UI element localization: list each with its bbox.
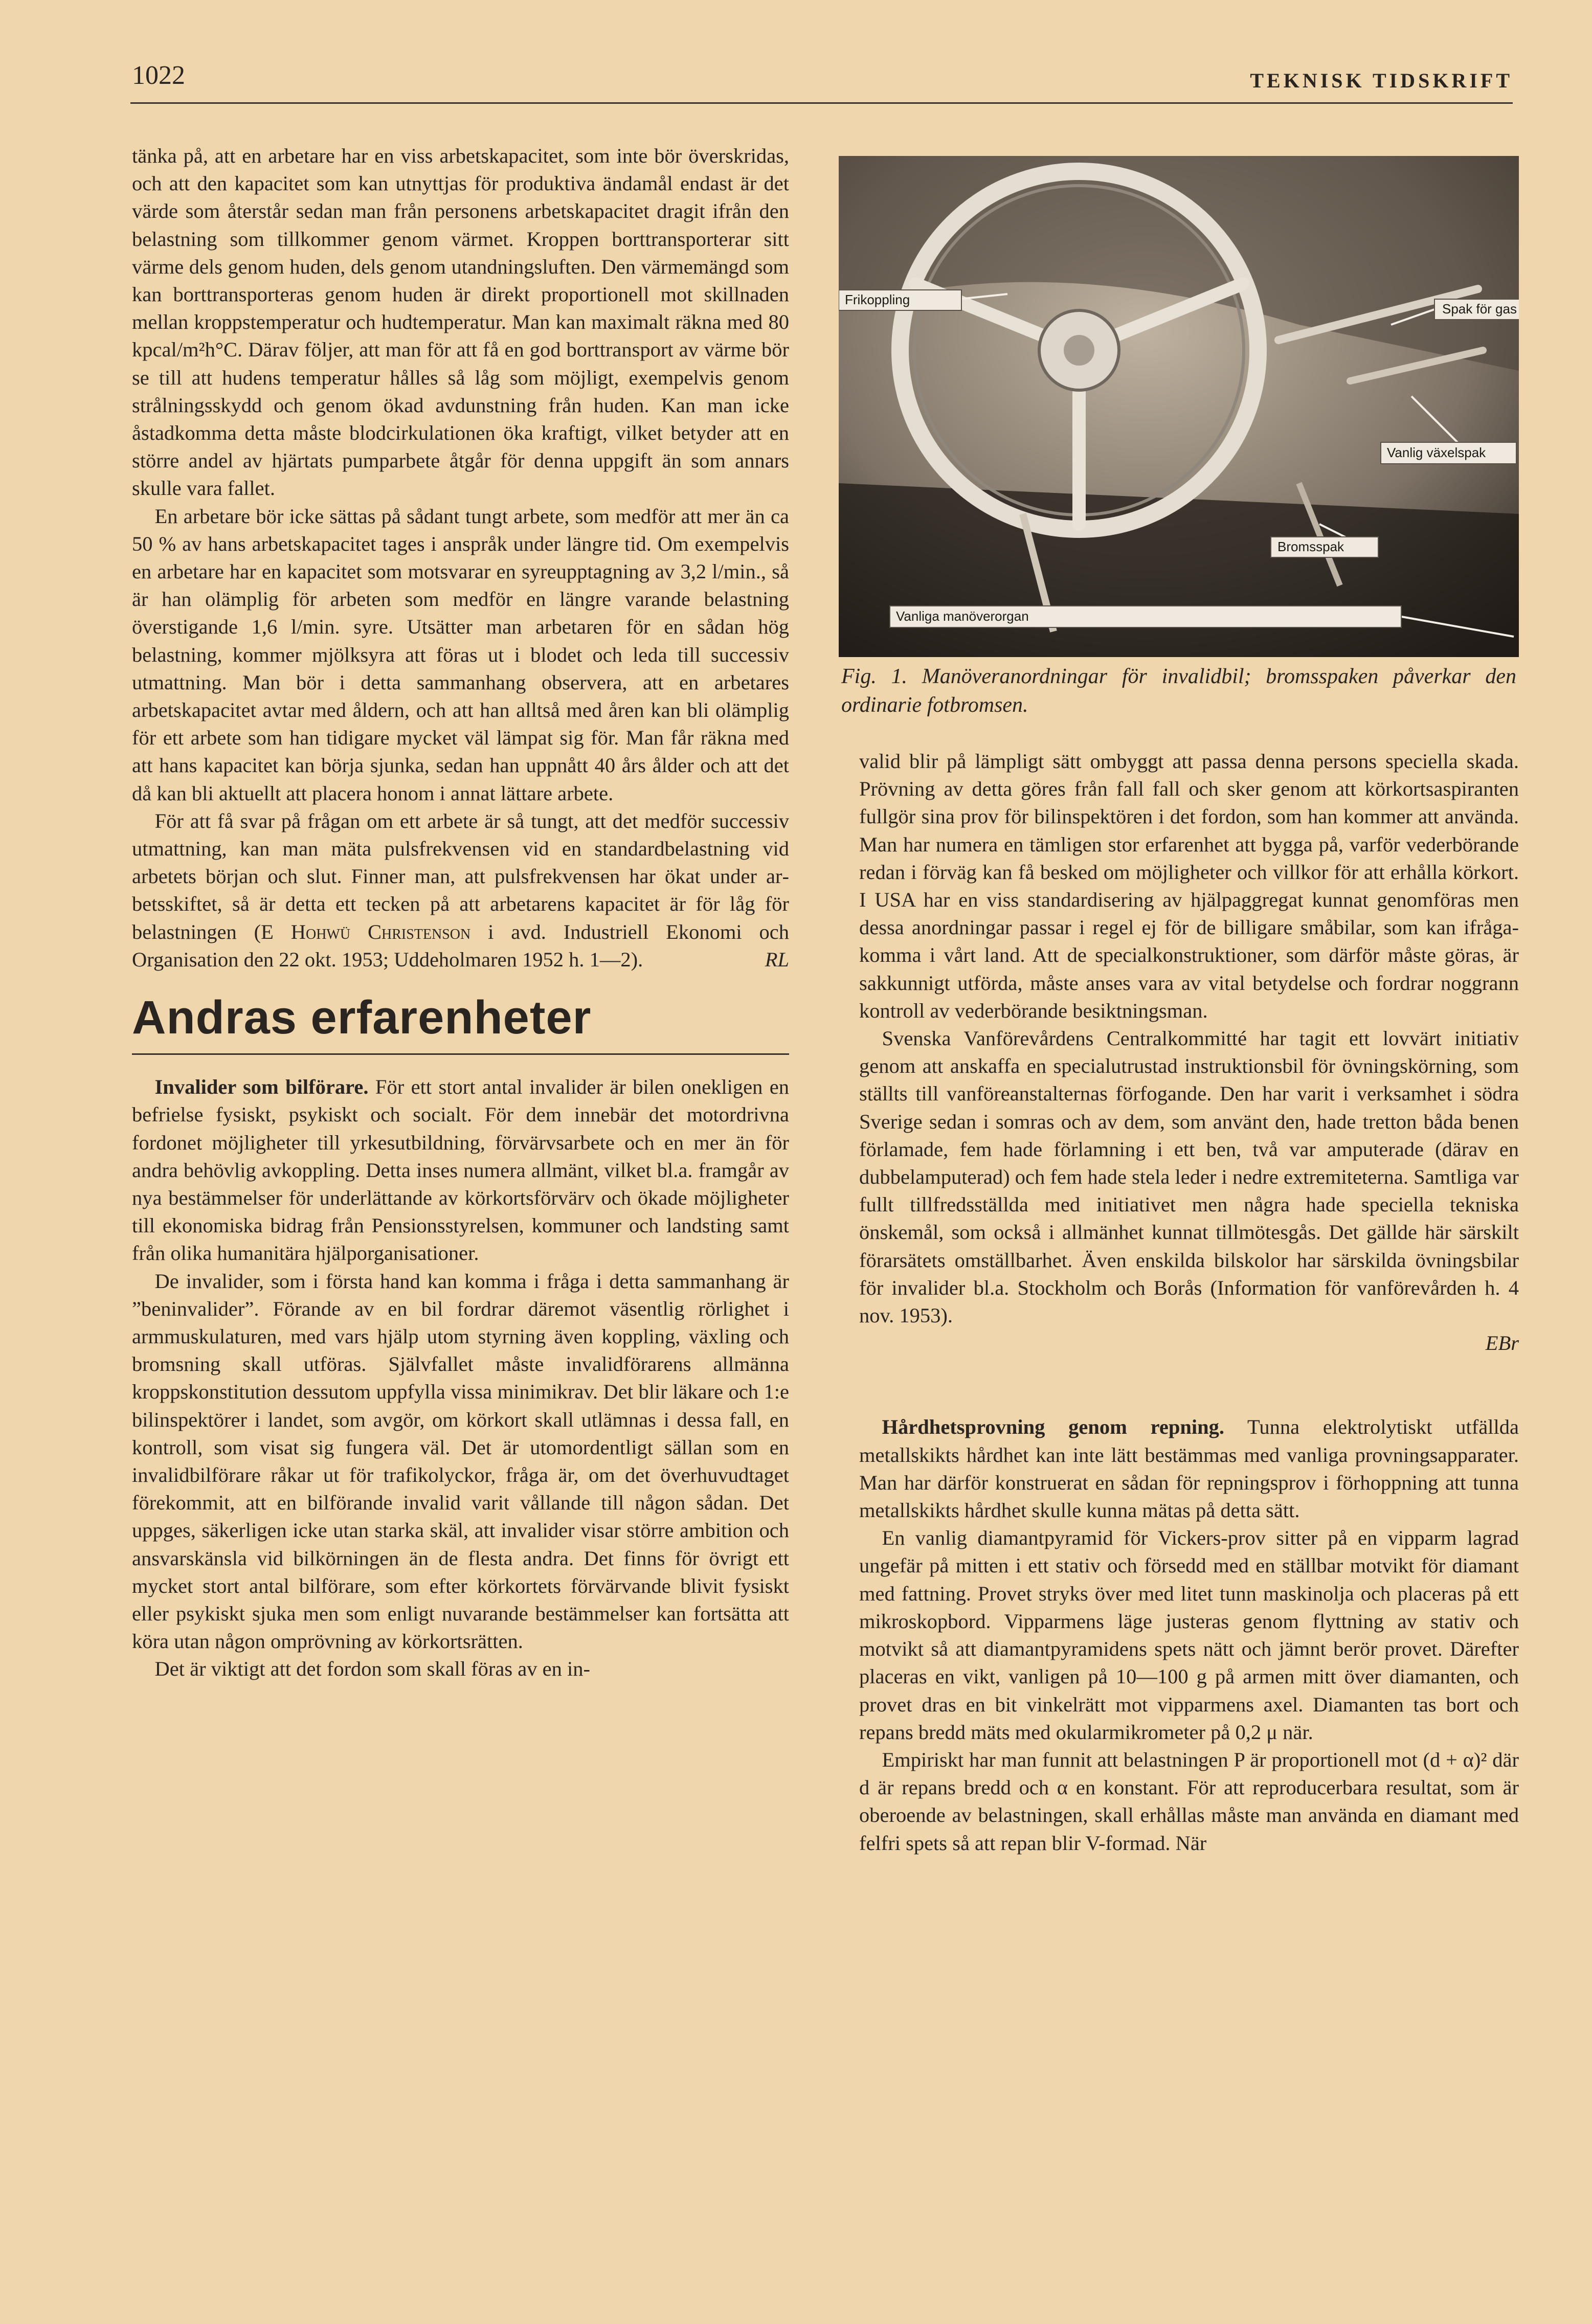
paragraph: Empiriskt har man funnit att belastningen P är proportionell mot (d + α)² där d är repans bredd och α en konstant. För att reproducerbara resultat, som är oberoende av belastningen, skall erhållas måste man använda en diamant med felfri spets så att repan blir V-formad. När xyxy=(859,1748,1519,1855)
left-column xyxy=(132,142,789,1683)
floor-shape xyxy=(839,483,1519,657)
paragraph-gap xyxy=(859,1357,1519,1413)
paragraph xyxy=(132,807,789,974)
paragraph-text: För ett stort antal invalider är bilen onekligen en befrielse fysiskt, psykiskt och socialt. För dem innebär det motordrivna fordonet möjligheter till yrkesutbildning, förvärvsarbete och en mer än för andra behövlig avkoppling. Detta inses numera allmänt, vilket bl.a. framgår av nya bestämmelser för underlättande av körkortsförvärv och ökade möjligheter till ekonomiska bidrag från Pensionsstyrelsen, kommuner och landsting samt från olika humanitära hjälporganisationer. xyxy=(132,1075,789,1265)
label-spak-for-gas: Spak för gas xyxy=(1442,301,1517,317)
figure-photo xyxy=(839,156,1519,657)
paragraph-text: i avd. Industriell Ekonomi och Organisation den 22 okt. 1953; Uddeholmaren 1952 h. 1—2). xyxy=(132,920,790,971)
author-name: Hohwü Christenson xyxy=(290,920,471,943)
paragraph: De invalider, som i första hand kan komma i fråga i detta sammanhang är ”beninvalider”. Förande av en bil fordrar däremot väsentlig rörlighet i armmuskulaturen, med vars hjälp utom styrning även koppling, växling och bromsning skall utföras. Självfallet måste invalidförarens allmänna kroppskonstitution dessutom uppfylla vissa minimikrav. Det blir läkare och 1:e bilinspektörer i landet, som avgör, om körkort skall utlämnas i dessa fall, en kontroll, som visat sig fungera väl. Det är utomordentligt sällan som en invalidbilförare råkar ut för trafikolyckor, fråga är, om det överhuvudtaget förekommit, att en bilförande invalid varit vållande till någon sådan. Det uppges, säkerligen icke utan starka skäl, att invalider visar större ambition och ansvarskänsla vid bilkörningen än de flesta andra. Det finns för övrigt ett mycket stort antal bilförare, som efter körkortets förvärvande blivit fysiskt eller psykiskt sjuka men som enligt nuvarande bestämmelser kan fortsätta att köra utan någon omprövning av körkortsrätten. xyxy=(132,1269,789,1653)
paragraph: En arbetare bör icke sättas på sådant tungt arbete, som medför att mer än ca 50 % av hans arbetskapacitet tages i anspråk under längre tid. Om exempelvis en arbetare har en kapacitet som motsvarar en syreupptagning av 3,2 l/min., så är han olämplig för arbeten som medför en längre varande belastning överstigande 1,6 l/min. syre. Utsätter man arbetaren för en sådan hög belastning, kommer mjölksyra att föras ut i blodet och leda till successiv utmattning. Man bör i detta sammanhang observera, att en arbetares arbetskapacitet avtar med åldern, och att han alltså med åren kan bli olämplig för ett arbete som han tidigare mycket väl lämpat sig för. Man får räkna med att hans kapacitet kan börja sjunka, sedan han uppnått 40 års ålder och att det då kan bli aktuellt att placera honom i annat lättare arbete. xyxy=(132,504,789,805)
horn-button xyxy=(1064,335,1094,366)
run-in-heading: Invalider som bilförare. xyxy=(154,1075,369,1099)
right-column xyxy=(859,748,1519,1857)
paragraph xyxy=(859,1413,1519,1524)
paragraph-text: Tunna elektrolytiskt utfällda metallskikts hårdhet kan inte lätt bestämmas med vanliga provningsapparater. Man har därför konstruerat en sådan för repningsprov i förhoppning att tunna metallskikts hårdhet skulle kunna mätas på detta sätt. xyxy=(859,1415,1519,1522)
header-rule xyxy=(130,102,1513,104)
paragraph: tänka på, att en arbetare har en viss arbetskapacitet, som inte bör överskridas, och att den kapacitet som kan utnyttjas för produktiva ändamål endast är det värde som återstår sedan man från personens arbetskapacitet dragit ifrån den belastning som tillkommer genom värmet. Kroppen borttransporterar sitt värme dels genom huden, dels genom utandningsluften. Den värmemängd som kan borttransporteras genom huden är direkt proportionell mot skillnaden mellan kroppstemperatur och hudtemperatur. Man kan maximalt räkna med 80 kpcal/m²h°C. Därav följer, att man för att få en god borttransport av värme bör se till att hudens temperatur hålles så låg som möjligt, exempelvis genom strålningsskydd och genom ökad avdunstning från huden. Kan man icke åstadkomma detta måste blodcirkulationen öka kraftigt, vilket betyder att en större andel av hjärtats pumparbete åtgår för denna uppgift än som annars skulle vara fallet. xyxy=(132,144,789,500)
paragraph: Svenska Vanförevårdens Centralkommitté har tagit ett lovvärt initiativ genom att anskaffa en specialutrustad instruktionsbil för övningskörning, som ställts till vanföreanstalternas förfogande. Den har varit i verksamhet i södra Sverige sedan i somras och av dem, som använt den, hade tretton båda benen förlamade, fem hade förlamning i ett ben, två var amputerade (därav en dubbelamputerad) och fem hade stela leder i nedre extremiteterna. Samtliga var fullt tillfredsställda med initiativet men några hade speciella tekniska önskemål, som också i allmänhet kunnat tillmötesgås. Det gällde här särskilt förarsätets omställbarhet. Även enskilda bilskolor har särskilda övningsbilar för invalider bl.a. Stockholm och Borås (Information för vanförevården h. 4 nov. 1953). xyxy=(859,1027,1519,1327)
run-in-heading: Hårdhetsprovning genom repning. xyxy=(882,1415,1225,1439)
paragraph xyxy=(132,1073,789,1267)
page-number: 1022 xyxy=(132,61,185,90)
figure-caption: Fig. 1. Manöveranordningar för invalidbil; bromsspaken påverkar den ordinarie fotbromsen. xyxy=(841,665,1516,717)
signature: EBr xyxy=(1485,1332,1519,1355)
label-bromsspak: Bromsspak xyxy=(1277,539,1344,554)
journal-title: TEKNISK TIDSKRIFT xyxy=(1250,69,1513,92)
section-heading: Andras erfarenheter xyxy=(132,991,592,1044)
paragraph: valid blir på lämpligt sätt ombyggt att passa denna persons speciella skada. Prövning av detta göres från fall fall och sker genom att körkortsaspiranten fullgör sina prov för bilinspektören i det fordon, som han kommer att använda. Man har numera en tämligen stor erfarenhet att bygga på, varför vederbörande redan i förväg kan få besked om möjligheter och villkor för att erhålla körkort. I USA har en viss standardisering av hjälpaggregat kunnat genomföras men dessa anordningar passar i regel ej för de billigare småbilar, som kan ifrågakomma i vårt land. Att de specialkonstruktioner, som därför måste göras, är sakkunnigt utförda, måste anses vara av vital betydelse och fordrar noggrann kontroll av vederbörande besiktningsman. xyxy=(859,750,1519,1022)
label-manoverorgan: Vanliga manöverorgan xyxy=(896,608,1029,624)
section-rule xyxy=(132,1053,789,1055)
paragraph: En vanlig diamantpyramid för Vickers-prov sitter på en vipparm lagrad ungefär på mitten i ett stativ och försedd med en ställbar motvikt för diamant med fattning. Provet stryks över med litet tunn maskinolja och placeras på ett mikroskopbord. Vipparmens läge justeras genom flyttning av stativ och motvikt så att diamantpyramidens spets nätt och jämnt berör provet. Därefter placeras en vikt, vanligen på 10—100 g på armen mitt över diamanten, och provet dras en bit vinkelrätt mot vipparmens axel. Diamanten tas bort och repans bredd mäts med okularmikrometer på 0,2 μ när. xyxy=(859,1526,1519,1744)
label-frikoppling: Frikoppling xyxy=(845,292,910,307)
page-header xyxy=(123,60,1513,101)
paragraph-text: För att få svar på frågan om ett arbete är så tungt, att det medför successiv utmattning, kan man mäta pulsfrekvensen vid en standardbelastning vid arbetets början och slut. Finner man, att pulsfrekvensen har ökat under arbetsskiftet, så är detta ett tecken på att arbetarens kapacitet är för låg för belastningen (E xyxy=(132,809,789,943)
steering-wheel-photo xyxy=(839,156,1519,657)
label-vaxelspak: Vanlig växelspak xyxy=(1387,445,1486,460)
paragraph: Det är viktigt att det fordon som skall föras av en in- xyxy=(154,1657,590,1681)
signature: RL xyxy=(765,947,789,971)
